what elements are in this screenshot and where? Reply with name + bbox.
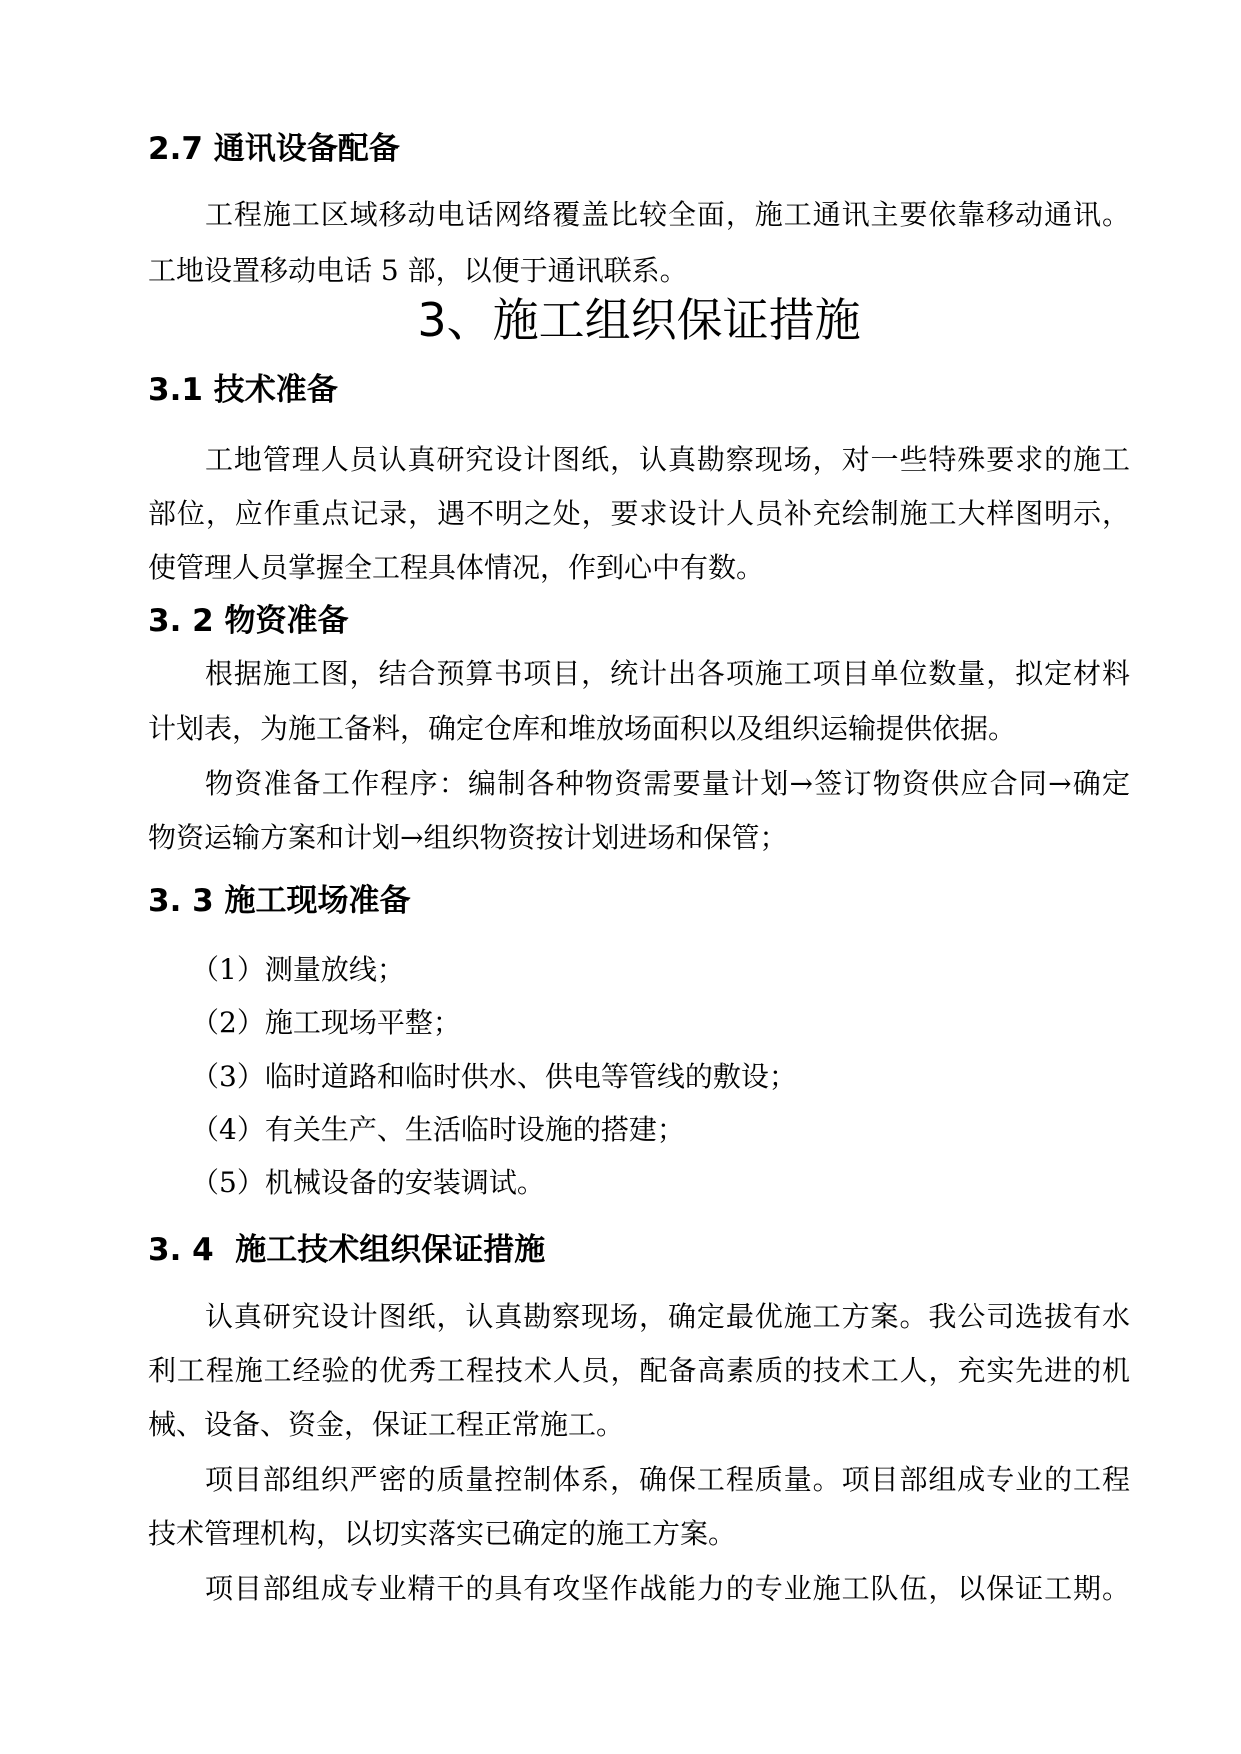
- paragraph-line: 计划表，为施工备料，确定仓库和堆放场面积以及组织运输提供依据。: [148, 712, 1017, 745]
- paragraph-line: 物资运输方案和计划→组织物资按计划进场和保管；: [148, 821, 788, 854]
- list-item: （5）机械设备的安装调试。: [191, 1166, 545, 1199]
- paragraph-line: 认真研究设计图纸，认真勘察现场，确定最优施工方案。我公司选拔有水: [205, 1300, 1130, 1333]
- paragraph-line: 械、设备、资金，保证工程正常施工。: [148, 1408, 625, 1441]
- paragraph-line: 项目部组织严密的质量控制体系，确保工程质量。项目部组成专业的工程: [205, 1463, 1130, 1496]
- paragraph-line: 工地管理人员认真研究设计图纸，认真勘察现场，对一些特殊要求的施工: [205, 443, 1130, 476]
- list-item: （1）测量放线；: [191, 953, 405, 986]
- paragraph-line: 工地设置移动电话 5 部，以便于通讯联系。: [148, 254, 688, 287]
- paragraph-line: 利工程施工经验的优秀工程技术人员，配备高素质的技术工人，充实先进的机: [148, 1354, 1130, 1387]
- section-heading-3-4: 3. 4 施工技术组织保证措施: [148, 1232, 546, 1268]
- paragraph-line: 部位，应作重点记录，遇不明之处，要求设计人员补充绘制施工大样图明示，: [148, 497, 1130, 530]
- section-heading-2-7: 2.7 通讯设备配备: [148, 131, 400, 167]
- section-heading-3-2: 3. 2 物资准备: [148, 603, 349, 639]
- list-item: （2）施工现场平整；: [191, 1006, 461, 1039]
- paragraph-line: 根据施工图，结合预算书项目，统计出各项施工项目单位数量，拟定材料: [205, 657, 1130, 690]
- list-item: （4）有关生产、生活临时设施的搭建；: [191, 1113, 685, 1146]
- paragraph-line: 工程施工区域移动电话网络覆盖比较全面，施工通讯主要依靠移动通讯。: [205, 198, 1130, 231]
- section-heading-3-3: 3. 3 施工现场准备: [148, 883, 411, 919]
- chapter-title: 3、施工组织保证措施: [417, 293, 861, 347]
- paragraph-line: 物资准备工作程序：编制各种物资需要量计划→签订物资供应合同→确定: [205, 767, 1130, 800]
- list-item: （3）临时道路和临时供水、供电等管线的敷设；: [191, 1060, 797, 1093]
- paragraph-line: 技术管理机构，以切实落实已确定的施工方案。: [148, 1517, 737, 1550]
- paragraph-line: 项目部组成专业精干的具有攻坚作战能力的专业施工队伍，以保证工期。: [205, 1572, 1130, 1605]
- paragraph-line: 使管理人员掌握全工程具体情况，作到心中有数。: [148, 551, 765, 584]
- section-heading-3-1: 3.1 技术准备: [148, 372, 338, 408]
